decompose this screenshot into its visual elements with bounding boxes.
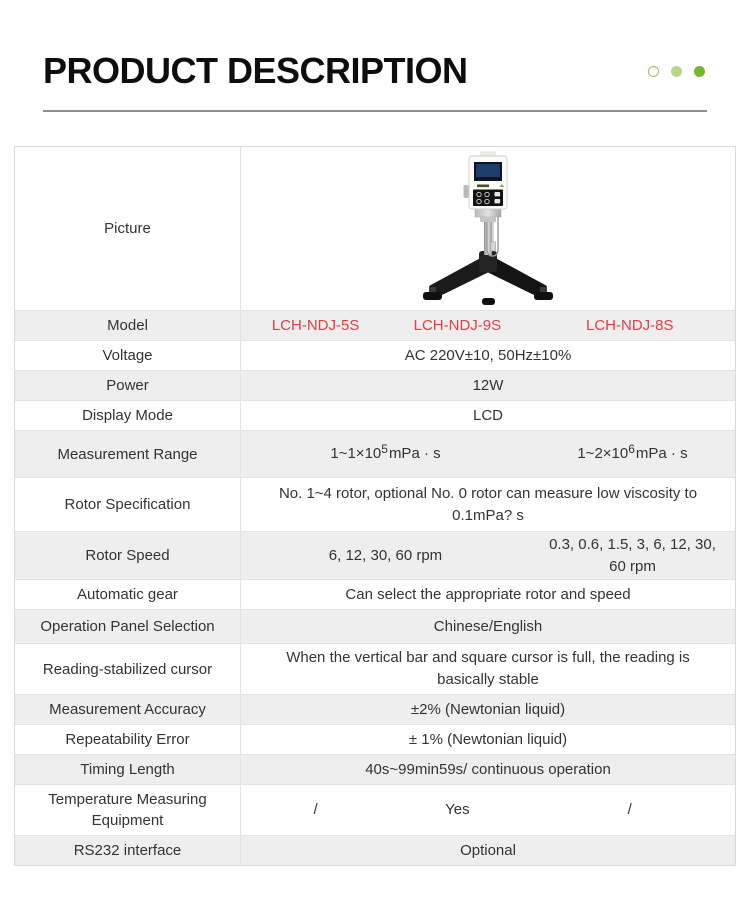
dot-dark-icon: [694, 66, 705, 77]
temperature-9s: Yes: [445, 801, 470, 818]
row-label-timing-length: Timing Length: [15, 755, 241, 784]
table-row-rotor-speed: [15, 532, 735, 580]
operation-panel-value: Chinese/English: [433, 618, 543, 635]
row-label-measurement-accuracy: Measurement Accuracy: [15, 695, 241, 724]
model-5s: LCH-NDJ-5S: [271, 316, 360, 334]
table-row-rs232: [15, 836, 735, 865]
row-label-repeatability-error: Repeatability Error: [15, 725, 241, 754]
table-row-rotor-specification: [15, 478, 735, 532]
table-row-display-mode: [15, 401, 735, 431]
coupling-neck-icon: [480, 217, 496, 222]
temperature-8s: /: [627, 801, 632, 818]
tripod-base-icon: [423, 251, 553, 305]
voltage-value: AC 220V±10, 50Hz±10%: [404, 347, 572, 364]
spec-table: [14, 146, 736, 866]
repeatability-error-value: ± 1% (Newtonian liquid): [408, 731, 568, 748]
page-title: PRODUCT DESCRIPTION: [43, 50, 468, 91]
keypad-icon: [473, 189, 503, 206]
model-8s: LCH-NDJ-8S: [586, 316, 674, 334]
table-row-picture: [15, 147, 735, 311]
row-label-measurement-range: Measurement Range: [15, 431, 241, 477]
row-label-rotor-speed: Rotor Speed: [15, 532, 241, 579]
row-label-picture: Picture: [15, 147, 241, 310]
table-row-voltage: [15, 341, 735, 371]
table-row-automatic-gear: [15, 580, 735, 610]
clamp-knob-icon: [464, 185, 469, 198]
rs232-value: Optional: [460, 842, 516, 859]
row-label-voltage: Voltage: [15, 341, 241, 370]
measurement-range-left: $1\sim 1\times 10^5mPa \cdot s$: [330, 442, 441, 462]
table-row-repeatability-error: [15, 725, 735, 755]
table-row-model: [15, 311, 735, 341]
table-row-operation-panel: [15, 610, 735, 644]
measurement-range-values: [241, 431, 735, 477]
section-header: [0, 0, 750, 92]
viscometer-illustration: [403, 151, 573, 307]
temperature-equipment-values: [241, 785, 735, 835]
header-divider: [43, 110, 707, 112]
dot-outline-icon: [648, 66, 659, 77]
rotor-speed-values: [241, 532, 735, 579]
row-label-automatic-gear: Automatic gear: [15, 580, 241, 609]
row-label-power: Power: [15, 371, 241, 400]
temperature-5s: /: [313, 801, 318, 818]
row-label-display-mode: Display Mode: [15, 401, 241, 430]
display-mode-value: LCD: [472, 407, 503, 424]
table-row-power: [15, 371, 735, 401]
dot-light-icon: [671, 66, 682, 77]
table-row-timing-length: [15, 755, 735, 785]
reading-cursor-value: When the vertical bar and square cursor is full, the reading is basically stable: [286, 649, 690, 688]
power-value: 12W: [472, 377, 504, 394]
timing-length-value: 40s~99min59s/ continuous operation: [365, 761, 611, 778]
brand-mark-icon: [477, 184, 489, 187]
rotor-speed-right: 0.3, 0.6, 1.5, 3, 6, 12, 30, 60 rpm: [549, 535, 716, 575]
rotor-specification-value: No. 1~4 rotor, optional No. 0 rotor can measure low viscosity to 0.1mPa? s: [278, 484, 698, 524]
row-label-rs232: RS232 interface: [15, 836, 241, 865]
measurement-range-right: $1\sim 2\times 10^6mPa \cdot s$: [577, 442, 688, 462]
row-label-temperature-equipment: Temperature Measuring Equipment: [15, 785, 241, 835]
row-label-reading-cursor: Reading-stabilized cursor: [15, 644, 241, 694]
automatic-gear-value: Can select the appropriate rotor and speed: [345, 586, 631, 603]
pagination-dots: [648, 66, 707, 77]
control-head-icon: [464, 152, 508, 209]
model-9s: LCH-NDJ-9S: [413, 316, 502, 334]
row-label-model: Model: [15, 311, 241, 340]
table-row-reading-cursor: [15, 644, 735, 695]
table-row-measurement-accuracy: [15, 695, 735, 725]
row-label-operation-panel: Operation Panel Selection: [15, 610, 241, 643]
rotor-speed-left: 6, 12, 30, 60 rpm: [328, 546, 443, 564]
row-label-rotor-specification: Rotor Specification: [15, 478, 241, 531]
measurement-accuracy-value: ±2% (Newtonian liquid): [410, 701, 566, 718]
table-row-measurement-range: [15, 431, 735, 478]
model-values: [241, 311, 735, 340]
product-image: [241, 147, 735, 310]
table-row-temperature-equipment: [15, 785, 735, 836]
